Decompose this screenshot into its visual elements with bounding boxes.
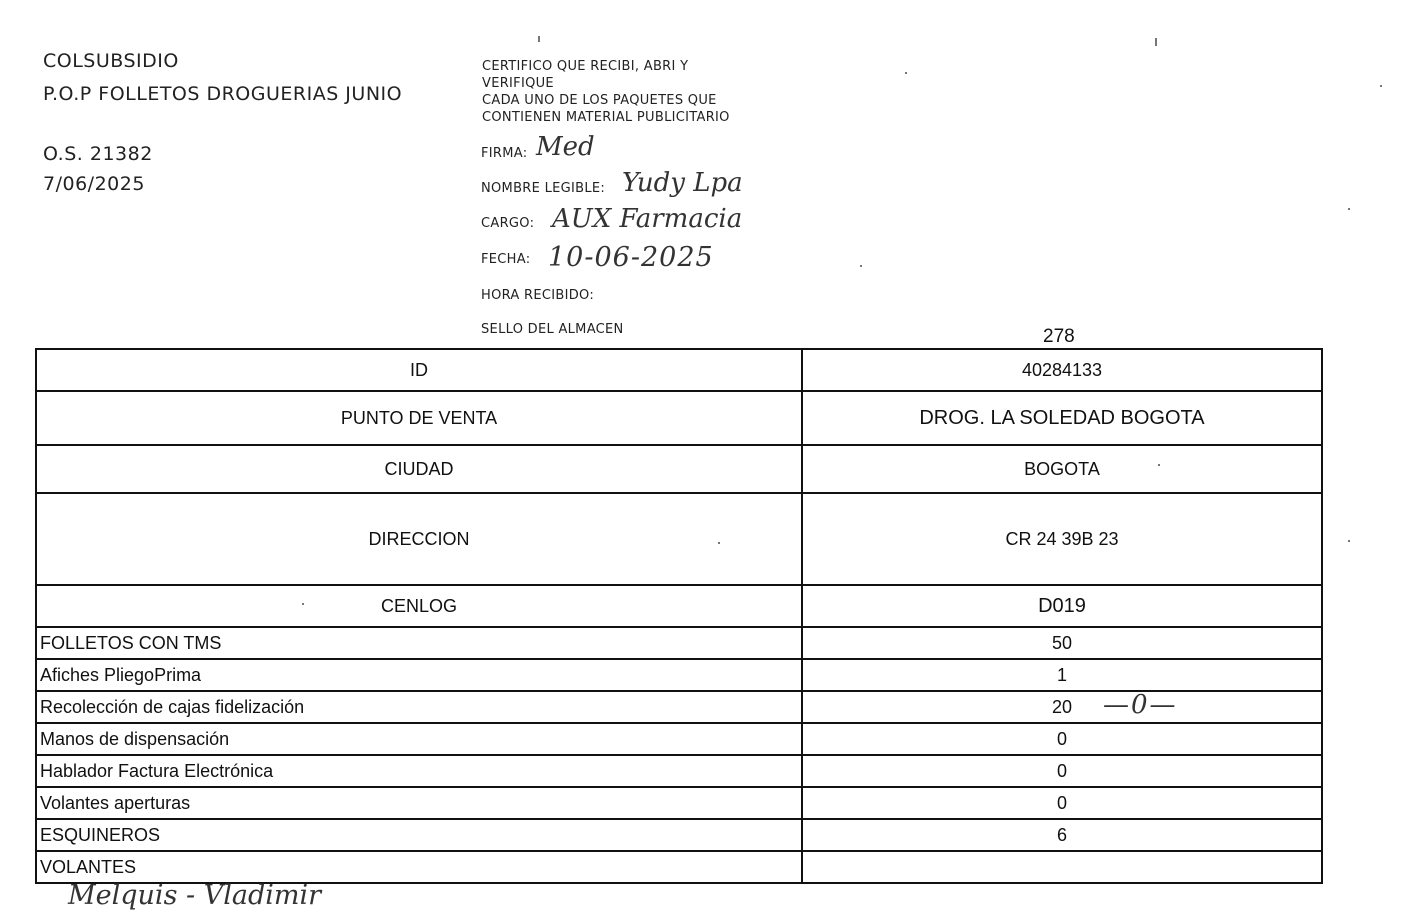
scan-speck <box>718 542 720 544</box>
certification-text <box>482 58 730 126</box>
item-label: ESQUINEROS <box>36 819 802 851</box>
document-date: 7/06/2025 <box>43 173 145 195</box>
item-quantity: 50 <box>802 627 1322 659</box>
item-label: Afiches PliegoPrima <box>36 659 802 691</box>
date-value: 10-06-2025 <box>548 242 714 273</box>
cert-line-4: CONTIENEN MATERIAL PUBLICITARIO <box>482 110 730 125</box>
item-quantity: 0 <box>802 787 1322 819</box>
item-label: Recolección de cajas fidelización <box>36 691 802 723</box>
item-label: Volantes aperturas <box>36 787 802 819</box>
info-row-city <box>36 445 1322 493</box>
delivery-table <box>35 348 1323 884</box>
legible-name-label: NOMBRE LEGIBLE: <box>481 181 606 196</box>
info-value: BOGOTA <box>802 445 1322 493</box>
item-row <box>36 819 1322 851</box>
scan-speck <box>905 72 907 74</box>
item-quantity-cell <box>802 691 1322 723</box>
cert-line-1: CERTIFICO QUE RECIBI, ABRI Y <box>482 59 689 74</box>
scan-speck <box>1348 208 1350 210</box>
time-received-label: HORA RECIBIDO: <box>481 288 595 303</box>
item-quantity: 0 <box>802 755 1322 787</box>
company-name: COLSUBSIDIO <box>43 50 179 72</box>
item-row <box>36 755 1322 787</box>
position-label: CARGO: <box>481 216 535 231</box>
item-label: FOLLETOS CON TMS <box>36 627 802 659</box>
info-label: PUNTO DE VENTA <box>36 391 802 445</box>
item-row <box>36 691 1322 723</box>
item-quantity: 6 <box>802 819 1322 851</box>
item-row <box>36 787 1322 819</box>
info-row-point-of-sale <box>36 391 1322 445</box>
item-label: Manos de dispensación <box>36 723 802 755</box>
footer-handwritten-names: Melquis - Vladimir <box>68 880 322 911</box>
info-label: CENLOG <box>36 585 802 627</box>
info-value: CR 24 39B 23 <box>802 493 1322 585</box>
cert-line-3: CADA UNO DE LOS PAQUETES QUE <box>482 93 717 108</box>
info-label: ID <box>36 349 802 391</box>
position-value: AUX Farmacia <box>552 204 743 234</box>
sequence-number: 278 <box>1043 326 1075 347</box>
project-title: P.O.P FOLLETOS DROGUERIAS JUNIO <box>43 83 403 105</box>
item-row <box>36 723 1322 755</box>
item-label: Hablador Factura Electrónica <box>36 755 802 787</box>
scan-speck <box>1380 85 1382 87</box>
item-quantity: 0 <box>802 723 1322 755</box>
info-label: DIRECCION <box>36 493 802 585</box>
item-label: VOLANTES <box>36 851 802 883</box>
scan-speck <box>860 265 862 267</box>
signature-value: Med <box>536 132 595 162</box>
item-quantity: 1 <box>802 659 1322 691</box>
item-quantity: 20 <box>1051 696 1073 717</box>
info-row-address <box>36 493 1322 585</box>
warehouse-seal-label: SELLO DEL ALMACEN <box>481 322 624 337</box>
scan-speck <box>1158 464 1160 466</box>
scan-speck <box>302 603 304 605</box>
info-value: D019 <box>802 585 1322 627</box>
cert-line-2: VERIFIQUE <box>482 76 554 91</box>
item-row <box>36 851 1322 883</box>
legible-name-value: Yudy Lpa <box>622 168 743 198</box>
info-row-cenlog <box>36 585 1322 627</box>
info-label: CIUDAD <box>36 445 802 493</box>
item-quantity <box>802 851 1322 883</box>
signature-label: FIRMA: <box>481 146 528 161</box>
item-row <box>36 627 1322 659</box>
info-row-id <box>36 349 1322 391</box>
info-value: 40284133 <box>802 349 1322 391</box>
handwritten-note: —0— <box>1103 690 1178 720</box>
scan-speck <box>1155 38 1157 46</box>
scan-speck <box>538 36 540 42</box>
scan-speck <box>1348 540 1350 542</box>
item-row <box>36 659 1322 691</box>
date-label: FECHA: <box>481 252 531 267</box>
order-number: O.S. 21382 <box>43 143 153 165</box>
info-value: DROG. LA SOLEDAD BOGOTA <box>802 391 1322 445</box>
